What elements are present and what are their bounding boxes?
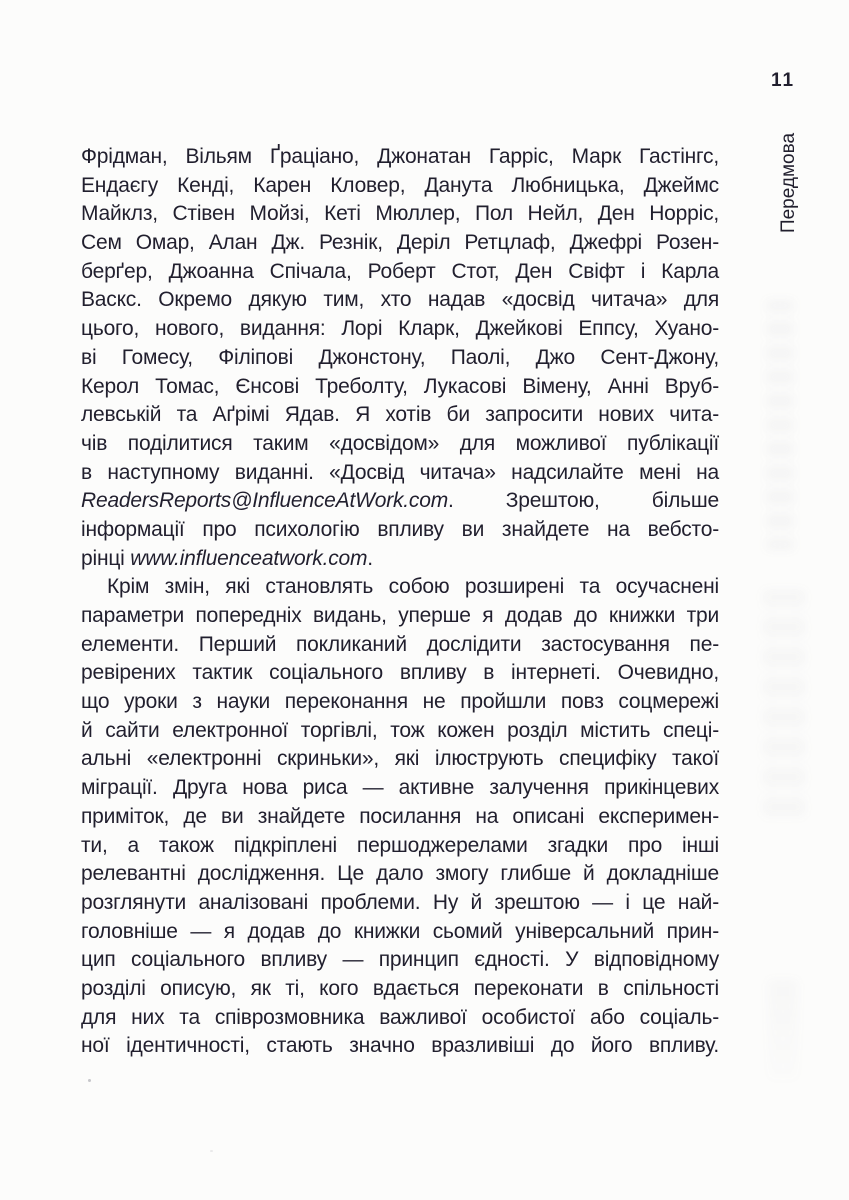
- text-segment: в наступному виданні. «Досвід читача» надсилайте мені на: [81, 460, 719, 484]
- text-segment: .: [367, 546, 373, 570]
- text-segment: ної ідентичності, стають значно вразливіші до його впливу.: [81, 1034, 719, 1058]
- text-line: [81, 373, 719, 402]
- text-line: [81, 745, 719, 774]
- text-line: [81, 860, 719, 889]
- text-segment: елементи. Перший покликаний дослідити застосування пе-: [81, 632, 719, 656]
- text-segment: цього, нового, видання: Лорі Кларк, Джейкові Еппсу, Хуано-: [81, 317, 719, 341]
- scan-speck: [88, 1079, 91, 1082]
- text-segment: розділі описую, як ті, кого вдається переконати в спільності: [81, 976, 719, 1000]
- text-segment: міграції. Друга нова риса — активне залучення прикінцевих: [81, 776, 719, 800]
- text-line: [81, 1032, 719, 1061]
- text-segment: Сем Омар, Алан Дж. Резнік, Деріл Ретцлаф, Джефрі Розен-: [81, 231, 719, 255]
- text-line: [81, 516, 719, 545]
- text-segment: Ендаєгу Кенді, Карен Кловер, Данута Любницька, Джеймс: [81, 173, 719, 197]
- text-line: [81, 286, 719, 315]
- text-segment: головніше — я додав до книжки сьомий універсальний прин-: [81, 919, 719, 943]
- text-line: [81, 545, 719, 574]
- text-segment: ві Гомесу, Філіпові Джонстону, Паолі, Джо Сент-Джону,: [81, 345, 719, 369]
- text-line: [81, 459, 719, 488]
- text-segment: інформації про психологію впливу ви знайдете на вебсто-: [81, 517, 719, 541]
- text-line: [81, 975, 719, 1004]
- text-line: [81, 774, 719, 803]
- text-segment: рінці: [81, 546, 131, 570]
- text-segment: альні «електронні скриньки», які ілюструють специфіку такої: [81, 747, 719, 771]
- text-line: [81, 487, 719, 516]
- text-line: [81, 430, 719, 459]
- text-segment: Васкс. Окремо дякую тим, хто надав «досвід читача» для: [81, 288, 719, 312]
- text-line: [81, 1004, 719, 1033]
- text-line: [81, 602, 719, 631]
- text-line: [81, 717, 719, 746]
- text-line: [81, 946, 719, 975]
- text-segment: розглянути аналізовані проблеми. Ну й зрештою — і це най-: [81, 890, 719, 914]
- text-line: [81, 258, 719, 287]
- text-line: [81, 803, 719, 832]
- text-line: [81, 172, 719, 201]
- text-segment: . Зрештою, більше: [448, 489, 719, 513]
- running-title: Передмова: [778, 132, 799, 234]
- text-segment: чів поділитися таким «досвідом» для можливої публікації: [81, 431, 719, 455]
- text-segment: берґер, Джоанна Спічала, Роберт Стот, Ден Свіфт і Карла: [81, 259, 719, 283]
- text-segment: параметри попередніх видань, уперше я додав до книжки три: [81, 604, 719, 627]
- page-number: 11: [771, 70, 796, 91]
- text-segment: ревірених тактик соціального впливу в інтернеті. Очевидно,: [81, 661, 719, 685]
- scan-smudge: [763, 590, 805, 820]
- italic-text-segment: www.influenceatwork.com: [130, 546, 368, 570]
- text-segment: релевантні дослідження. Це дало змогу глибше й докладніше: [81, 862, 719, 886]
- text-line: [81, 659, 719, 688]
- text-line: [81, 200, 719, 229]
- text-line: [81, 688, 719, 717]
- text-line: [81, 832, 719, 861]
- text-line: [81, 315, 719, 344]
- text-segment: приміток, де ви знайдете посилання на описані експеримен-: [81, 804, 719, 828]
- text-segment: для них та співрозмовника важливої особистої або соціаль-: [81, 1005, 719, 1029]
- text-segment: левській та Аґрімі Ядав. Я хотів би запросити нових чита-: [81, 403, 719, 427]
- text-line: [81, 889, 719, 918]
- text-line: [81, 344, 719, 373]
- running-head-container: [776, 133, 802, 233]
- text-segment: що уроки з науки переконання не пройшли повз соцмережі: [81, 690, 719, 714]
- page-body-text: [81, 143, 719, 1061]
- text-line: [81, 631, 719, 660]
- text-segment: Керол Томас, Єнсові Треболту, Лукасові Вімену, Анні Вруб-: [81, 374, 719, 398]
- text-segment: ти, а також підкріплені першоджерелами згадки про інші: [81, 833, 719, 857]
- text-segment: Майклз, Стівен Мойзі, Кеті Мюллер, Пол Нейл, Ден Норріс,: [81, 202, 719, 226]
- text-line: [81, 229, 719, 258]
- scan-smudge: [768, 980, 798, 1080]
- text-line: [81, 401, 719, 430]
- text-segment: Фрідман, Вільям Ґраціано, Джонатан Гарріс, Марк Гастінгс,: [81, 145, 719, 168]
- text-line: [81, 918, 719, 947]
- scan-speck: [210, 1150, 213, 1152]
- text-line: [81, 573, 719, 602]
- text-segment: Крім змін, які становлять собою розширені та осучаснені: [107, 575, 719, 599]
- text-segment: й сайти електронної торгівлі, тож кожен розділ містить спеці-: [81, 718, 719, 742]
- scan-smudge: [766, 300, 794, 550]
- text-line: [81, 143, 719, 172]
- italic-text-segment: ReadersReports@InfluenceAtWork.com: [81, 489, 448, 513]
- text-segment: цип соціального впливу — принцип єдності. У відповідному: [81, 948, 719, 972]
